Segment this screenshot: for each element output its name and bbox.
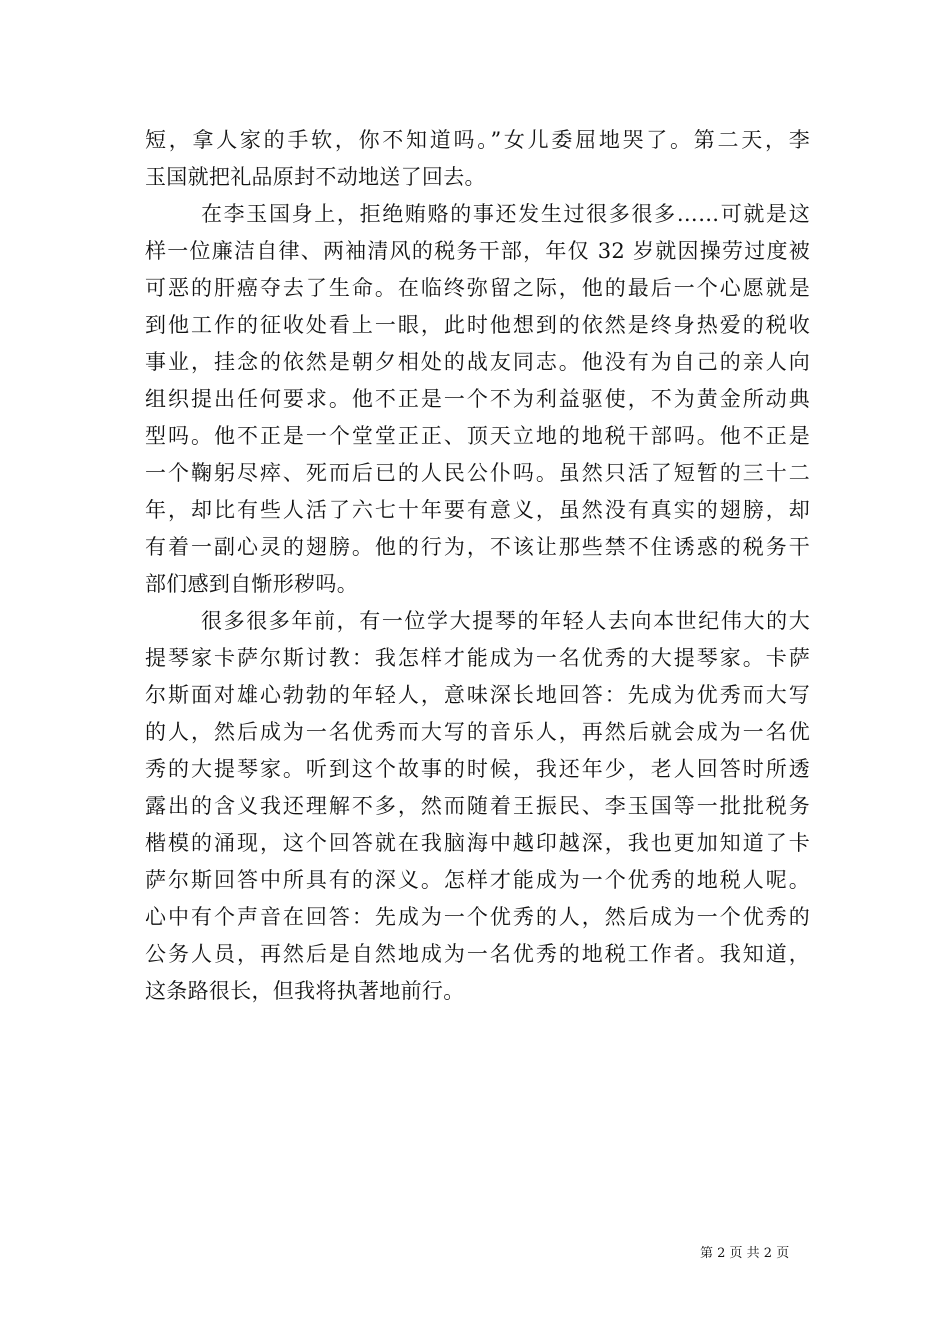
page-number-footer: 第 2 页 共 2 页 (700, 1246, 790, 1261)
text-line: 可恶的肝癌夺去了生命。在临终弥留之际，他的最后一个心愿就是 (145, 276, 810, 300)
text-line: 部们感到自惭形秽吗。 (145, 572, 358, 596)
text-line: 到他工作的征收处看上一眼，此时他想到的依然是终身热爱的税收 (145, 313, 810, 337)
text-line: 提琴家卡萨尔斯讨教：我怎样才能成为一名优秀的大提琴家。卡萨 (145, 646, 810, 670)
text-line: 有着一副心灵的翅膀。他的行为，不该让那些禁不住诱惑的税务干 (145, 535, 810, 559)
text-line: 这条路很长，但我将执著地前行。 (145, 979, 465, 1003)
text-line: 玉国就把礼品原封不动地送了回去。 (145, 165, 486, 189)
text-line: 型吗。他不正是一个堂堂正正、顶天立地的地税干部吗。他不正是 (145, 424, 810, 448)
text-line: 组织提出任何要求。他不正是一个不为利益驱使，不为黄金所动典 (145, 387, 810, 411)
text-line: 露出的含义我还理解不多，然而随着王振民、李玉国等一批批税务 (145, 794, 810, 818)
text-line: 事业，挂念的依然是朝夕相处的战友同志。他没有为自己的亲人向 (145, 350, 810, 374)
text-line: 萨尔斯回答中所具有的深义。怎样才能成为一个优秀的地税人呢。 (145, 868, 810, 892)
body-text (145, 122, 810, 1010)
text-line: 秀的大提琴家。听到这个故事的时候，我还年少，老人回答时所透 (145, 757, 810, 781)
text-line: 楷模的涌现，这个回答就在我脑海中越印越深，我也更加知道了卡 (145, 831, 810, 855)
text-line: 心中有个声音在回答：先成为一个优秀的人，然后成为一个优秀的 (145, 905, 810, 929)
text-line: 短，拿人家的手软，你不知道吗。”女儿委屈地哭了。第二天，李 (145, 128, 810, 152)
text-line: 很多很多年前，有一位学大提琴的年轻人去向本世纪伟大的大 (201, 609, 810, 633)
text-line: 的人，然后成为一名优秀而大写的音乐人，再然后就会成为一名优 (145, 720, 810, 744)
text-line: 一个鞠躬尽瘁、死而后已的人民公仆吗。虽然只活了短暂的三十二 (145, 461, 810, 485)
text-line: 在李玉国身上，拒绝贿赂的事还发生过很多很多……可就是这 (201, 202, 810, 226)
text-line: 尔斯面对雄心勃勃的年轻人，意味深长地回答：先成为优秀而大写 (145, 683, 810, 707)
text-line: 公务人员，再然后是自然地成为一名优秀的地税工作者。我知道， (145, 942, 810, 966)
text-line: 样一位廉洁自律、两袖清风的税务干部，年仅 32 岁就因操劳过度被 (145, 239, 810, 263)
text-line: 年，却比有些人活了六七十年要有意义，虽然没有真实的翅膀，却 (145, 498, 810, 522)
